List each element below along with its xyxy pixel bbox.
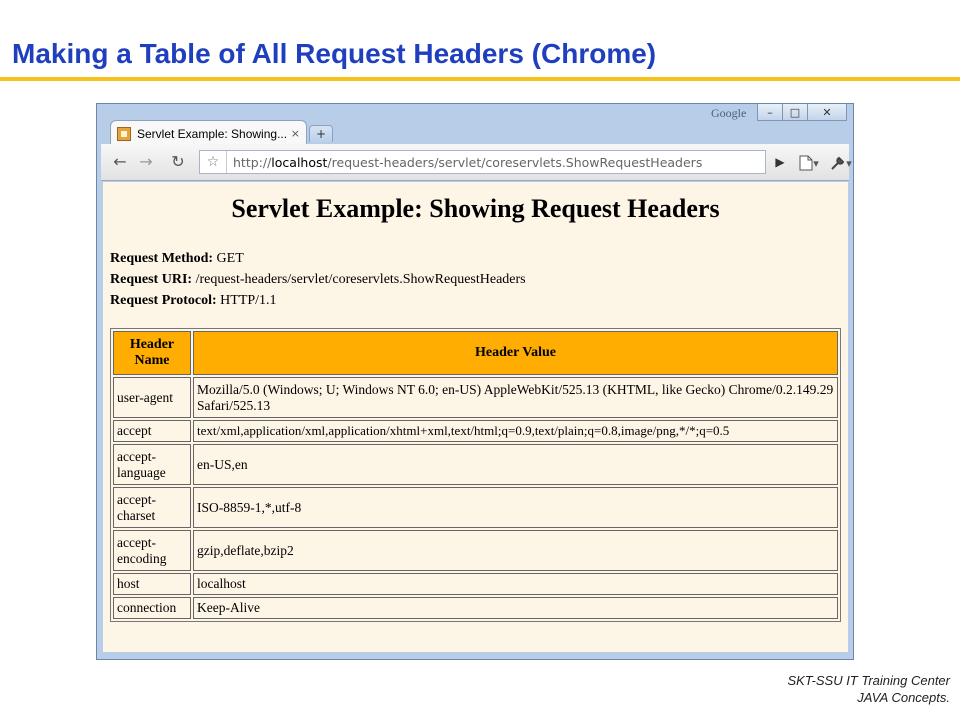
maximize-button[interactable]: □ [782,104,808,121]
table-row [113,420,838,442]
page-content [103,182,848,652]
page-menu-icon[interactable] [795,152,823,172]
header-value-cell: Mozilla/5.0 (Windows; U; Windows NT 6.0; en-US) AppleWebKit/525.13 (KHTML, like Gecko) Chrome/0.2.149.29 Safari/525.13 [193,377,838,418]
request-info [110,248,526,311]
header-value-cell: localhost [193,573,838,595]
url-text [227,155,702,170]
page-menu-chevron-icon: ▾ [813,157,819,170]
header-value-cell: gzip,deflate,bzip2 [193,530,838,571]
google-label: Google [711,106,747,120]
header-name-cell: accept-charset [113,487,191,528]
header-name-cell: user-agent [113,377,191,418]
column-header-value: Header Value [193,331,838,375]
table-row [113,444,838,485]
page-favicon-icon [117,127,131,141]
header-value-cell: en-US,en [193,444,838,485]
request-protocol-label: Request Protocol: [110,293,217,308]
header-value-cell: ISO-8859-1,*,utf-8 [193,487,838,528]
header-name-cell: host [113,573,191,595]
address-bar[interactable] [199,150,766,174]
browser-window [96,103,854,660]
title-bar [97,104,853,144]
slide-title: Making a Table of All Request Headers (Chrome) [12,38,657,69]
close-button[interactable]: ✕ [807,104,847,121]
table-row [113,597,838,619]
url-path: /request-headers/servlet/coreservlets.ShowRequestHeaders [327,154,703,170]
headers-table [110,328,841,622]
tab-title: Servlet Example: Showing... [137,126,288,141]
column-header-name-line1: Header [129,337,175,352]
footer [787,672,950,706]
table-row [113,487,838,528]
table-row [113,377,838,418]
header-value-cell: text/xml,application/xml,application/xhtml+xml,text/html;q=0.9,text/plain;q=0.8,image/png,*/*;q=0.5 [193,420,838,442]
star-icon[interactable]: ☆ [200,151,227,173]
back-icon[interactable]: ← [113,152,127,171]
tools-chevron-icon: ▾ [846,157,852,170]
tab-close-icon[interactable]: × [290,127,300,140]
url-scheme: http:// [233,154,272,170]
request-method-label: Request Method: [110,251,214,266]
table-row [113,530,838,571]
tools-menu-icon[interactable] [827,152,855,172]
header-name-cell: accept-encoding [113,530,191,571]
footer-line-1: SKT-SSU IT Training Center [787,673,950,688]
request-method-value: GET [216,251,244,266]
forward-icon[interactable]: → [139,152,153,171]
request-uri-value: /request-headers/servlet/coreservlets.ShowRequestHeaders [195,272,526,287]
footer-line-2: JAVA Concepts. [857,690,950,705]
table-row [113,573,838,595]
header-value-cell: Keep-Alive [193,597,838,619]
header-name-cell: connection [113,597,191,619]
column-header-name [113,331,191,375]
page-heading: Servlet Example: Showing Request Headers [231,194,720,223]
url-host: localhost [271,154,328,170]
title-rule [0,77,960,81]
toolbar [101,144,852,181]
header-name-cell: accept-language [113,444,191,485]
reload-icon[interactable]: ↻ [171,152,185,171]
go-icon[interactable]: ▶ [775,155,785,169]
window-controls [758,104,847,121]
minimize-button[interactable]: – [757,104,783,121]
request-protocol-value: HTTP/1.1 [220,293,277,308]
column-header-name-line2: Name [134,353,170,368]
header-name-cell: accept [113,420,191,442]
new-tab-button[interactable]: + [309,125,333,142]
request-uri-label: Request URI: [110,272,193,287]
tab-servlet-example[interactable] [110,120,307,146]
